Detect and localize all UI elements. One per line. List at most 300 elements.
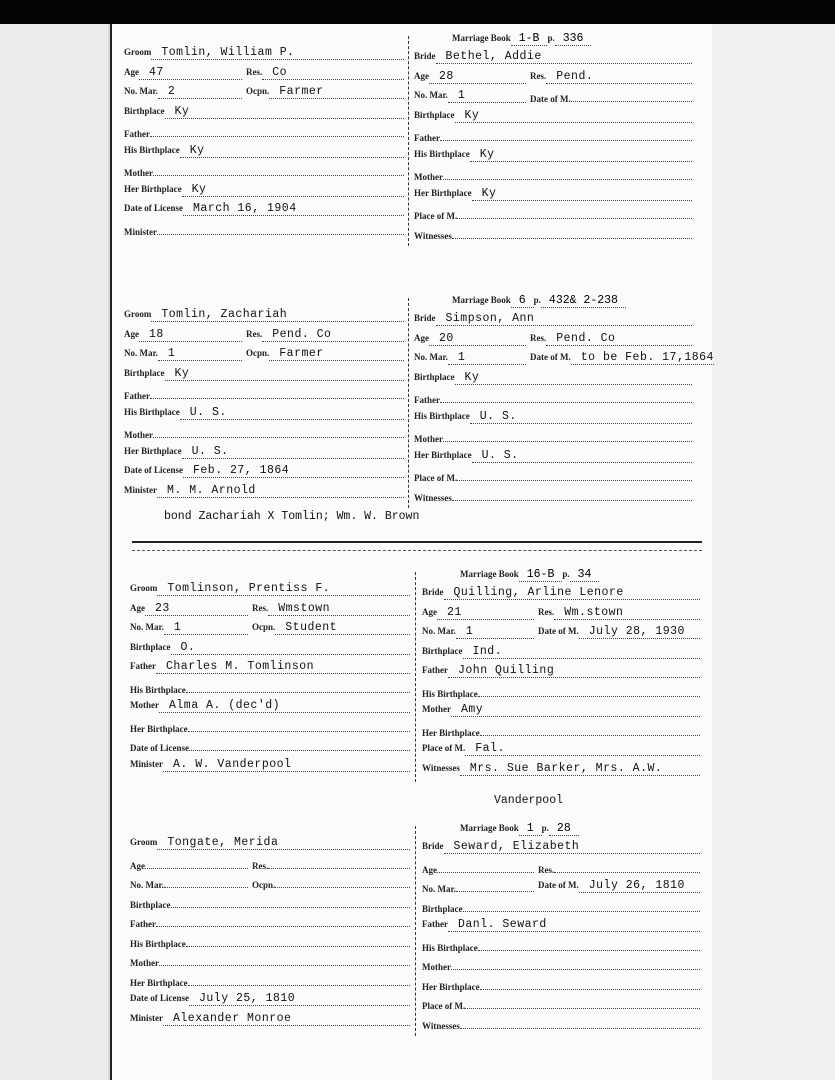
groom-date-of-license-value: Feb. 27, 1864 <box>183 464 404 478</box>
groom-groom-value: Tomlin, William P. <box>151 46 404 60</box>
groom-age-label: Age <box>130 860 145 871</box>
bride-bride <box>414 312 692 326</box>
bride-his-birthplace <box>422 684 700 699</box>
bride-date-of-m-value: July 28, 1930 <box>579 625 700 639</box>
groom-her-birthplace-label: Her Birthplace <box>130 977 188 988</box>
bride-mother <box>414 167 692 182</box>
bride-place-of-m-value <box>457 468 692 481</box>
groom-no_mar-value: 2 <box>158 85 242 99</box>
column-divider <box>415 826 416 1036</box>
groom-age <box>130 602 248 616</box>
groom-minister-label: Minister <box>124 226 157 237</box>
bride-res-value <box>554 860 700 873</box>
bride-age <box>414 70 526 84</box>
marriage-book-label: Marriage Book <box>460 823 519 833</box>
groom-no_mar <box>130 621 248 635</box>
groom-groom <box>124 308 404 322</box>
column-divider <box>408 298 409 508</box>
groom-her-birthplace <box>130 719 410 734</box>
bride-witnesses-value <box>460 1016 700 1029</box>
bride-date-of-m <box>530 351 714 365</box>
bride-birthplace <box>414 371 692 385</box>
groom-no_mar-value <box>164 875 248 888</box>
bride-his-birthplace <box>414 410 692 424</box>
bride-no-mar-label: No. Mar. <box>422 884 456 894</box>
groom-res-label: Res. <box>252 860 269 871</box>
bride-her-birthplace <box>414 187 692 201</box>
groom-groom-label: Groom <box>130 837 158 847</box>
groom-his-birthplace <box>130 934 410 949</box>
groom-ocpn-label: Ocpn. <box>252 880 276 890</box>
marriage-record-sheet <box>110 24 712 1080</box>
bride-age-label: Age <box>414 332 429 343</box>
bride-bride <box>422 840 700 854</box>
bride-date-of-m-value: to be Feb. 17,1864 <box>571 351 714 365</box>
scan-left-margin <box>0 24 108 1080</box>
groom-her-birthplace-label: Her Birthplace <box>130 723 188 734</box>
groom-birthplace-label: Birthplace <box>130 899 171 910</box>
groom-age-label: Age <box>124 66 139 77</box>
marriage-book-label: Marriage Book <box>452 295 511 305</box>
bride-res <box>530 70 692 84</box>
bride-no-mar-value <box>456 879 534 892</box>
bride-date-of-m <box>530 89 692 104</box>
groom-date-of-license <box>124 202 404 216</box>
groom-his-birthplace <box>124 406 404 420</box>
groom-father <box>124 124 404 139</box>
bride-mother-label: Mother <box>422 962 451 972</box>
bride-age-value: 28 <box>429 70 526 84</box>
marriage-book-value: 1-B <box>511 32 548 46</box>
groom-minister-value <box>157 222 404 235</box>
groom-birthplace-value <box>171 895 411 908</box>
bride-bride <box>422 586 700 600</box>
bride-witnesses-value <box>452 488 692 501</box>
bride-her-birthplace-value <box>480 977 700 990</box>
groom-father-label: Father <box>130 919 156 929</box>
groom-groom-label: Groom <box>130 583 158 593</box>
bride-her-birthplace-label: Her Birthplace <box>414 449 472 460</box>
bride-his-birthplace-label: His Birthplace <box>422 942 478 953</box>
groom-mother-value: Alma A. (dec'd) <box>159 699 410 713</box>
bride-bride-value: Simpson, Ann <box>436 312 693 326</box>
bride-birthplace-label: Birthplace <box>414 371 455 382</box>
bride-his-birthplace-label: His Birthplace <box>414 148 470 159</box>
marriage-book-ref <box>452 32 591 46</box>
marriage-book-value: 16-B <box>519 568 563 582</box>
bride-age-label: Age <box>414 70 429 81</box>
marriage-book-ref <box>452 294 626 308</box>
marriage-book-value: 1 <box>519 822 542 836</box>
bride-date-of-m-label: Date of M. <box>538 880 579 890</box>
groom-res-label: Res. <box>246 66 263 77</box>
bride-no-mar-value: 1 <box>448 351 526 365</box>
groom-his-birthplace-value: U. S. <box>180 406 404 420</box>
groom-mother <box>130 953 410 968</box>
bride-res-value: Pend. Co <box>546 332 692 346</box>
groom-father <box>130 914 410 929</box>
groom-date-of-license <box>130 992 410 1006</box>
groom-her-birthplace-value: U. S. <box>182 445 404 459</box>
groom-ocpn <box>252 621 410 635</box>
groom-birthplace <box>130 895 410 910</box>
page-label: p. <box>562 569 570 579</box>
page-label: p. <box>541 823 549 833</box>
bride-place-of-m <box>422 742 700 756</box>
bride-her-birthplace-value <box>480 723 700 736</box>
bride-age <box>422 860 534 875</box>
bride-his-birthplace <box>422 938 700 953</box>
groom-groom <box>130 836 410 850</box>
bride-birthplace-value: Ky <box>455 371 693 385</box>
groom-no_mar <box>130 875 248 890</box>
bride-witnesses <box>414 488 692 503</box>
groom-date-of-license-label: Date of License <box>130 743 189 753</box>
groom-minister <box>130 1012 410 1026</box>
bride-place-of-m-value <box>457 206 692 219</box>
bride-mother-label: Mother <box>422 704 451 714</box>
bride-mother-value <box>443 167 692 180</box>
groom-age <box>124 66 242 80</box>
page-value: 336 <box>555 32 592 46</box>
bride-no-mar <box>414 89 526 103</box>
bride-his-birthplace-label: His Birthplace <box>414 410 470 421</box>
groom-birthplace-label: Birthplace <box>124 367 165 378</box>
groom-birthplace <box>124 105 404 119</box>
groom-age-value: 23 <box>145 602 248 616</box>
bride-birthplace <box>422 645 700 659</box>
groom-ocpn-label: Ocpn. <box>252 622 276 632</box>
groom-mother <box>124 163 404 178</box>
bride-mother-value <box>443 429 692 442</box>
groom-her-birthplace <box>124 445 404 459</box>
bride-her-birthplace-label: Her Birthplace <box>422 727 480 738</box>
bride-age <box>414 332 526 346</box>
groom-mother <box>124 425 404 440</box>
groom-his-birthplace-value: Ky <box>180 144 404 158</box>
marriage-book-value: 6 <box>511 294 534 308</box>
groom-father-label: Father <box>130 661 156 671</box>
groom-res-value <box>268 856 410 869</box>
page-value: 34 <box>570 568 600 582</box>
bride-no-mar-label: No. Mar. <box>414 90 448 100</box>
bride-witnesses-label: Witnesses <box>414 230 452 241</box>
bride-her-birthplace-label: Her Birthplace <box>414 187 472 198</box>
groom-age-value: 18 <box>139 328 242 342</box>
bride-date-of-m-value: July 26, 1810 <box>579 879 700 893</box>
groom-her-birthplace <box>124 183 404 197</box>
groom-ocpn-value: Student <box>275 621 410 635</box>
groom-his-birthplace-label: His Birthplace <box>124 406 180 417</box>
bride-bride-value: Seward, Elizabeth <box>444 840 701 854</box>
bride-bride-label: Bride <box>422 587 444 597</box>
bride-date-of-m-label: Date of M. <box>530 94 571 104</box>
bride-place-of-m-label: Place of M. <box>414 473 458 483</box>
bride-his-birthplace-value: U. S. <box>470 410 692 424</box>
groom-birthplace-label: Birthplace <box>130 641 171 652</box>
groom-res <box>252 856 410 871</box>
bride-res <box>530 332 692 346</box>
groom-no_mar <box>124 85 242 99</box>
bride-her-birthplace-label: Her Birthplace <box>422 981 480 992</box>
groom-no_mar-label: No. Mar. <box>130 880 164 890</box>
groom-date-of-license <box>130 738 410 753</box>
groom-minister-label: Minister <box>130 758 163 769</box>
bride-no-mar-value: 1 <box>448 89 526 103</box>
page-label: p. <box>533 295 541 305</box>
groom-res-value: Co <box>262 66 404 80</box>
bride-age <box>422 606 534 620</box>
groom-date-of-license-label: Date of License <box>124 465 183 475</box>
groom-father-value <box>150 124 404 137</box>
groom-birthplace-value: Ky <box>165 105 405 119</box>
column-divider <box>415 572 416 782</box>
bride-his-birthplace-value: Ky <box>470 148 692 162</box>
groom-father-label: Father <box>124 129 150 139</box>
groom-birthplace-value: Ky <box>165 367 405 381</box>
bride-res-value: Pend. <box>546 70 692 84</box>
groom-minister-label: Minister <box>124 484 157 495</box>
bride-bride-label: Bride <box>414 313 436 323</box>
groom-minister <box>124 484 404 498</box>
marriage-book-ref <box>460 568 599 582</box>
groom-res <box>246 328 404 342</box>
bride-father-value: Danl. Seward <box>448 918 700 932</box>
bride-no-mar <box>422 879 534 894</box>
bride-father <box>414 128 692 143</box>
bride-res-label: Res. <box>530 70 547 81</box>
bride-his-birthplace-value <box>478 938 700 951</box>
groom-age-value: 47 <box>139 66 242 80</box>
bride-place-of-m-value: Fal. <box>465 742 700 756</box>
bride-her-birthplace-value: Ky <box>472 187 692 201</box>
groom-his-birthplace-label: His Birthplace <box>130 938 186 949</box>
record-note: Vanderpool <box>494 794 564 807</box>
bride-father-value <box>440 128 692 141</box>
bride-birthplace <box>422 899 700 914</box>
bride-date-of-m-value <box>571 89 692 102</box>
groom-her-birthplace-value <box>188 973 410 986</box>
bride-her-birthplace <box>422 723 700 738</box>
bride-age-value <box>437 860 534 873</box>
bride-place-of-m <box>414 206 692 221</box>
bride-birthplace-label: Birthplace <box>422 903 463 914</box>
groom-birthplace-label: Birthplace <box>124 105 165 116</box>
bride-witnesses-label: Witnesses <box>422 1020 460 1031</box>
groom-her-birthplace-value: Ky <box>182 183 404 197</box>
groom-her-birthplace-value <box>188 719 410 732</box>
groom-ocpn-label: Ocpn. <box>246 86 270 96</box>
scanner-top-border <box>0 0 835 24</box>
bride-mother-value: Amy <box>451 703 700 717</box>
groom-her-birthplace-label: Her Birthplace <box>124 183 182 194</box>
groom-date-of-license-value: March 16, 1904 <box>183 202 404 216</box>
bride-witnesses-label: Witnesses <box>414 492 452 503</box>
groom-groom-label: Groom <box>124 47 152 57</box>
groom-father <box>124 386 404 401</box>
groom-minister <box>124 222 404 237</box>
groom-minister-value: Alexander Monroe <box>163 1012 410 1026</box>
groom-age-label: Age <box>124 328 139 339</box>
groom-groom-value: Tongate, Merida <box>157 836 410 850</box>
bride-place-of-m <box>414 468 692 483</box>
bride-her-birthplace-value: U. S. <box>472 449 692 463</box>
groom-minister-label: Minister <box>130 1012 163 1023</box>
groom-date-of-license <box>124 464 404 478</box>
groom-groom <box>124 46 404 60</box>
bride-mother <box>414 429 692 444</box>
groom-age <box>130 856 248 871</box>
groom-age <box>124 328 242 342</box>
bride-age-value: 20 <box>429 332 526 346</box>
groom-ocpn-value: Farmer <box>269 347 404 361</box>
bride-his-birthplace <box>414 148 692 162</box>
bride-father-label: Father <box>414 133 440 143</box>
bride-birthplace <box>414 109 692 123</box>
groom-ocpn-value <box>275 875 410 888</box>
groom-ocpn <box>246 347 404 361</box>
marriage-record-2 <box>112 294 712 534</box>
page-label: p. <box>547 33 555 43</box>
bride-birthplace-label: Birthplace <box>414 109 455 120</box>
bride-place-of-m-label: Place of M. <box>422 1001 466 1011</box>
groom-groom-label: Groom <box>124 309 152 319</box>
column-divider <box>408 36 409 246</box>
groom-her-birthplace-label: Her Birthplace <box>124 445 182 456</box>
groom-ocpn <box>252 875 410 890</box>
bride-place-of-m-value <box>465 996 700 1009</box>
bride-witnesses <box>422 762 700 776</box>
groom-mother-label: Mother <box>130 700 159 710</box>
bride-father <box>414 390 692 405</box>
groom-groom-value: Tomlin, Zachariah <box>151 308 404 322</box>
groom-date-of-license-value <box>189 738 410 751</box>
bride-father-label: Father <box>422 919 448 929</box>
groom-no_mar-label: No. Mar. <box>124 86 158 96</box>
bride-res-label: Res. <box>530 332 547 343</box>
groom-minister-value: M. M. Arnold <box>157 484 404 498</box>
groom-ocpn-value: Farmer <box>269 85 404 99</box>
bride-date-of-m <box>538 879 700 893</box>
bride-no-mar <box>414 351 526 365</box>
groom-no_mar-value: 1 <box>164 621 248 635</box>
bride-place-of-m <box>422 996 700 1011</box>
marriage-record-1 <box>112 32 712 272</box>
bride-res <box>538 606 700 620</box>
bride-no-mar <box>422 625 534 639</box>
marriage-record-4 <box>112 822 712 1062</box>
groom-res <box>252 602 410 616</box>
bride-birthplace-value: Ky <box>455 109 693 123</box>
groom-date-of-license-label: Date of License <box>130 993 189 1003</box>
bride-father-label: Father <box>414 395 440 405</box>
bride-no-mar-label: No. Mar. <box>422 626 456 636</box>
groom-birthplace <box>130 641 410 655</box>
bride-bride-value: Quilling, Arline Lenore <box>444 586 701 600</box>
groom-res-value: Wmstown <box>268 602 410 616</box>
bride-father-label: Father <box>422 665 448 675</box>
bride-witnesses-value <box>452 226 692 239</box>
bride-witnesses-label: Witnesses <box>422 762 460 773</box>
groom-no_mar-label: No. Mar. <box>130 622 164 632</box>
groom-birthplace <box>124 367 404 381</box>
groom-ocpn-label: Ocpn. <box>246 348 270 358</box>
bride-place-of-m-label: Place of M. <box>414 211 458 221</box>
marriage-record-3 <box>112 568 712 808</box>
bride-bride-label: Bride <box>422 841 444 851</box>
groom-mother-label: Mother <box>130 958 159 968</box>
bride-birthplace-value: Ind. <box>463 645 701 659</box>
groom-mother-label: Mother <box>124 430 153 440</box>
bride-bride-label: Bride <box>414 51 436 61</box>
groom-birthplace-value: O. <box>171 641 411 655</box>
groom-age-value <box>145 856 248 869</box>
groom-groom-value: Tomlinson, Prentiss F. <box>157 582 410 596</box>
bride-birthplace-label: Birthplace <box>422 645 463 656</box>
groom-minister-value: A. W. Vanderpool <box>163 758 410 772</box>
bride-mother <box>422 703 700 717</box>
bride-age-label: Age <box>422 606 437 617</box>
bride-father <box>422 918 700 932</box>
bride-mother-value <box>451 957 700 970</box>
bride-mother-label: Mother <box>414 172 443 182</box>
groom-mother-label: Mother <box>124 168 153 178</box>
bride-place-of-m-label: Place of M. <box>422 743 466 753</box>
groom-his-birthplace <box>130 680 410 695</box>
bride-date-of-m-label: Date of M. <box>530 352 571 362</box>
groom-mother <box>130 699 410 713</box>
marriage-book-label: Marriage Book <box>460 569 519 579</box>
bride-date-of-m <box>538 625 700 639</box>
groom-father-label: Father <box>124 391 150 401</box>
groom-his-birthplace-value <box>186 680 410 693</box>
bride-res-label: Res. <box>538 864 555 875</box>
groom-her-birthplace <box>130 973 410 988</box>
groom-mother-value <box>153 425 404 438</box>
groom-father <box>130 660 410 674</box>
bride-no-mar-label: No. Mar. <box>414 352 448 362</box>
bride-witnesses-value: Mrs. Sue Barker, Mrs. A.W. <box>460 762 700 776</box>
groom-ocpn <box>246 85 404 99</box>
bride-bride <box>414 50 692 64</box>
bride-date-of-m-label: Date of M. <box>538 626 579 636</box>
bride-res-value: Wm.stown <box>554 606 700 620</box>
bride-father <box>422 664 700 678</box>
groom-groom <box>130 582 410 596</box>
page-value: 432& 2-238 <box>541 294 626 308</box>
bride-father-value: John Quilling <box>448 664 700 678</box>
bride-birthplace-value <box>463 899 701 912</box>
bride-age-label: Age <box>422 864 437 875</box>
bride-witnesses <box>422 1016 700 1031</box>
bride-witnesses <box>414 226 692 241</box>
bride-her-birthplace <box>422 977 700 992</box>
bride-res-label: Res. <box>538 606 555 617</box>
groom-minister <box>130 758 410 772</box>
groom-age-label: Age <box>130 602 145 613</box>
groom-his-birthplace-value <box>186 934 410 947</box>
groom-date-of-license-value: July 25, 1810 <box>189 992 410 1006</box>
groom-his-birthplace-label: His Birthplace <box>124 144 180 155</box>
groom-res-label: Res. <box>246 328 263 339</box>
bride-res <box>538 860 700 875</box>
groom-his-birthplace-label: His Birthplace <box>130 684 186 695</box>
groom-mother-value <box>153 163 404 176</box>
marriage-book-label: Marriage Book <box>452 33 511 43</box>
groom-father-value: Charles M. Tomlinson <box>156 660 410 674</box>
groom-res <box>246 66 404 80</box>
groom-no_mar-value: 1 <box>158 347 242 361</box>
